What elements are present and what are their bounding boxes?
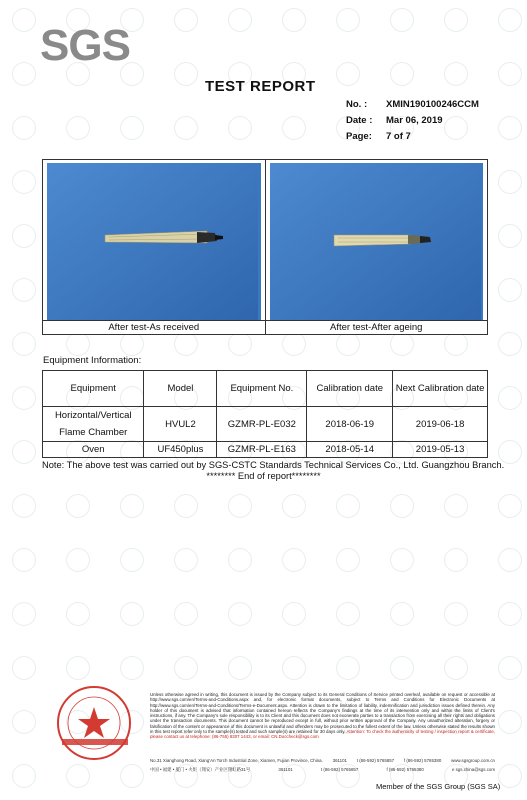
- col-equipment: Equipment: [43, 371, 144, 407]
- email: e sgs.china@sgs.com: [451, 767, 495, 772]
- watermark-mark: [228, 494, 252, 518]
- watermark-mark: [444, 494, 468, 518]
- watermark-mark: [12, 494, 36, 518]
- watermark-mark: [174, 494, 198, 518]
- watermark-mark: [12, 170, 36, 194]
- watermark-mark: [498, 764, 522, 788]
- cell-next-calibration-date: 2019-05-13: [393, 442, 488, 458]
- sample-image-2: [270, 163, 481, 320]
- watermark-mark: [12, 224, 36, 248]
- watermark-mark: [228, 332, 252, 356]
- no-label: No. :: [346, 99, 368, 110]
- watermark-mark: [498, 116, 522, 140]
- col-equipment-no: Equipment No.: [217, 371, 307, 407]
- company-address-block: [150, 756, 495, 774]
- watermark-mark: [282, 548, 306, 572]
- equipment-heading: Equipment Information:: [43, 355, 142, 366]
- watermark-mark: [174, 62, 198, 86]
- cell-next-calibration-date: 2019-06-18: [393, 407, 488, 442]
- watermark-mark: [12, 278, 36, 302]
- watermark-mark: [12, 62, 36, 86]
- end-of-report: ******** End of report********: [206, 471, 321, 481]
- report-meta: [346, 97, 479, 145]
- watermark-mark: [498, 62, 522, 86]
- watermark-mark: [498, 8, 522, 32]
- address-chinese: 中国 • 福建 • 厦门 • 火炬（翔安）产业区翔虹路31号: [150, 767, 251, 772]
- watermark-mark: [12, 8, 36, 32]
- watermark-mark: [498, 656, 522, 680]
- cell-equipment-no: GZMR-PL-E163: [217, 442, 307, 458]
- report-number: XMIN190100246CCM: [386, 99, 479, 110]
- watermark-mark: [174, 656, 198, 680]
- postcode-1: 361101: [332, 758, 347, 763]
- watermark-mark: [444, 548, 468, 572]
- watermark-mark: [282, 602, 306, 626]
- watermark-mark: [498, 710, 522, 734]
- legal-disclaimer: [150, 692, 495, 740]
- equipment-header-row: [43, 371, 488, 407]
- cell-equipment: Oven: [43, 442, 144, 458]
- watermark-mark: [336, 332, 360, 356]
- photo-caption-as-received: After test-As received: [43, 320, 265, 334]
- watermark-mark: [336, 602, 360, 626]
- col-calibration-date: Calibration date: [307, 371, 393, 407]
- postcode-2: 361101: [278, 767, 293, 772]
- watermark-mark: [12, 440, 36, 464]
- watermark-mark: [228, 656, 252, 680]
- watermark-mark: [120, 116, 144, 140]
- watermark-mark: [444, 8, 468, 32]
- watermark-mark: [444, 62, 468, 86]
- watermark-mark: [12, 710, 36, 734]
- cell-model: UF450plus: [144, 442, 217, 458]
- watermark-mark: [336, 494, 360, 518]
- watermark-mark: [390, 656, 414, 680]
- cell-model: HVUL2: [144, 407, 217, 442]
- cell-calibration-date: 2018-06-19: [307, 407, 393, 442]
- watermark-mark: [498, 386, 522, 410]
- date-label: Date :: [346, 115, 373, 126]
- photo-table: [42, 159, 488, 335]
- watermark-mark: [120, 332, 144, 356]
- sgs-group-membership: Member of the SGS Group (SGS SA): [376, 782, 501, 791]
- fax-1: f (86-592) 5765380: [403, 758, 442, 763]
- watermark-mark: [282, 116, 306, 140]
- watermark-mark: [390, 8, 414, 32]
- watermark-mark: [120, 656, 144, 680]
- page-label: Page:: [346, 131, 372, 142]
- photo-after-ageing: [270, 163, 484, 320]
- watermark-mark: [12, 116, 36, 140]
- watermark-mark: [228, 602, 252, 626]
- watermark-mark: [120, 764, 144, 788]
- sgs-logo: [40, 21, 132, 74]
- watermark-mark: [12, 602, 36, 626]
- watermark-mark: [66, 116, 90, 140]
- logo-text: SGS: [40, 21, 130, 70]
- watermark-mark: [228, 116, 252, 140]
- telephone-2: t (86-592) 5765857: [320, 767, 359, 772]
- watermark-mark: [174, 548, 198, 572]
- watermark-mark: [498, 548, 522, 572]
- watermark-mark: [498, 170, 522, 194]
- address-english: No.31 Xianghong Road, Xiang'An Torch Industrial Zone, Xiamen, Fujian Province, China.: [150, 758, 323, 763]
- col-model: Model: [144, 371, 217, 407]
- watermark-mark: [498, 332, 522, 356]
- watermark-mark: [336, 656, 360, 680]
- watermark-mark: [282, 494, 306, 518]
- watermark-mark: [66, 656, 90, 680]
- watermark-mark: [390, 548, 414, 572]
- watermark-mark: [336, 548, 360, 572]
- table-row: [43, 442, 488, 458]
- watermark-mark: [498, 494, 522, 518]
- report-date: Mar 06, 2019: [386, 115, 443, 126]
- photo-caption-after-ageing: After test-After ageing: [266, 320, 488, 334]
- watermark-mark: [66, 764, 90, 788]
- authenticity-note: Attention: To check the authenticity of testing / inspection report & certificate, please contact us at telephone: (86-755) 8307 1443, or email: CN.Doccheck@sgs.com: [150, 729, 495, 740]
- watermark-mark: [228, 548, 252, 572]
- watermark-mark: [336, 8, 360, 32]
- watermark-mark: [66, 332, 90, 356]
- website: www.sgsgroup.com.cn: [451, 758, 495, 763]
- watermark-mark: [12, 764, 36, 788]
- watermark-mark: [498, 278, 522, 302]
- watermark-mark: [66, 548, 90, 572]
- cell-equipment: Horizontal/Vertical Flame Chamber: [43, 407, 144, 442]
- watermark-mark: [390, 62, 414, 86]
- watermark-mark: [444, 332, 468, 356]
- watermark-mark: [390, 602, 414, 626]
- company-seal-stamp: [48, 683, 142, 763]
- watermark-mark: [174, 602, 198, 626]
- watermark-mark: [390, 332, 414, 356]
- table-row: [43, 407, 488, 442]
- watermark-mark: [282, 332, 306, 356]
- watermark-mark: [120, 494, 144, 518]
- watermark-mark: [12, 332, 36, 356]
- watermark-mark: [498, 224, 522, 248]
- watermark-mark: [444, 602, 468, 626]
- watermark-mark: [174, 8, 198, 32]
- watermark-mark: [12, 656, 36, 680]
- fax-2: f (86-592) 5765380: [386, 767, 424, 772]
- watermark-mark: [336, 62, 360, 86]
- watermark-mark: [12, 548, 36, 572]
- watermark-mark: [174, 116, 198, 140]
- equipment-table: [42, 370, 488, 458]
- col-next-calibration-date: Next Calibration date: [393, 371, 488, 407]
- photo-cell-after-ageing: [266, 160, 488, 334]
- watermark-mark: [174, 332, 198, 356]
- watermark-mark: [12, 386, 36, 410]
- watermark-mark: [282, 656, 306, 680]
- test-note: Note: The above test was carried out by SGS-CSTC Standards Technical Services Co., Ltd. Guangzhou Branch.: [42, 460, 505, 470]
- disclaimer-text: Unless otherwise agreed in writing, this document is issued by the Company subject to its General Conditions of Service printed overleaf, available on request or accessible at http://www.sgs.com/en/Terms-and-Conditions.aspx and, for electronic format documents, subject to Terms and Conditions for Electronic Documents at http://www.sgs.com/en/Terms-and-Conditions/Terms-e-Document.aspx. Attention is drawn to the limitation of liability, indemnification and jurisdiction issues defined therein. Any holder of this document is advised that information contained hereon reflects the Company's findings at the time of its intervention only and within the limits of Client's instructions, if any. The Company's sole responsibility is to its Client and this document does not exonerate parties to a transaction from exercising all their rights and obligations under the transaction documents. This document cannot be reproduced except in full, without prior written approval of the Company. Any unauthorized alteration, forgery or falsification of the content or appearance of this document is unlawful and offenders may be prosecuted to the fullest extent of the law. Unless otherwise stated the results shown in this test report refer only to the sample(s) tested and such sample(s) are retained for 30 days only.: [150, 692, 495, 735]
- watermark-mark: [120, 602, 144, 626]
- watermark-mark: [498, 602, 522, 626]
- telephone-1: t (86-592) 5765857: [356, 758, 395, 763]
- watermark-mark: [390, 494, 414, 518]
- report-title: TEST REPORT: [205, 78, 316, 95]
- sample-image-1: [47, 163, 258, 320]
- watermark-mark: [228, 8, 252, 32]
- cell-calibration-date: 2018-05-14: [307, 442, 393, 458]
- page-number: 7 of 7: [386, 131, 411, 142]
- watermark-mark: [66, 602, 90, 626]
- watermark-mark: [66, 494, 90, 518]
- cell-equipment-no: GZMR-PL-E032: [217, 407, 307, 442]
- watermark-mark: [282, 8, 306, 32]
- watermark-mark: [444, 656, 468, 680]
- watermark-mark: [120, 548, 144, 572]
- photo-as-received: [47, 163, 261, 320]
- photo-cell-as-received: [43, 160, 266, 334]
